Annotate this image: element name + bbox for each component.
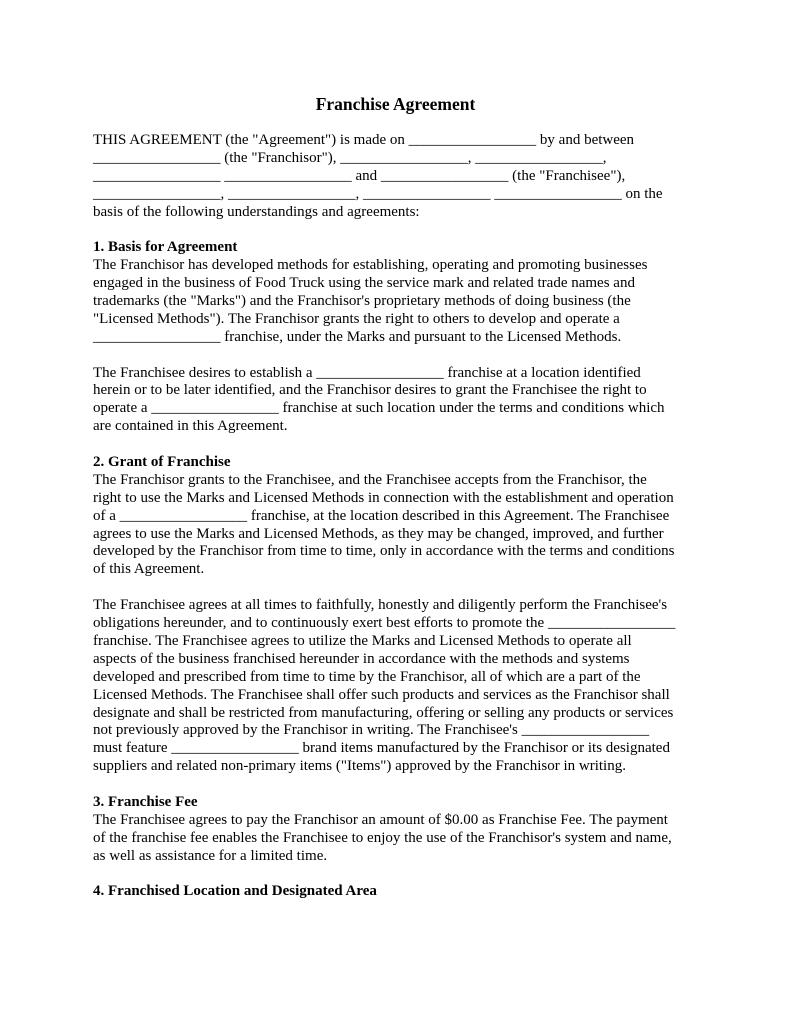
paragraph-line: of this Agreement. [93,561,205,578]
spacer [93,347,713,365]
spacer [93,866,713,884]
document-body [93,132,713,901]
paragraph-line: developed and prescribed from time to time by the Franchisor, all of which are a part of the [93,668,641,685]
section-franchise-fee [93,794,713,866]
intro-paragraph [93,132,713,221]
paragraph-line: aspects of the business franchised hereunder in accordance with the methods and systems [93,650,630,667]
paragraph-line: trademarks (the "Marks") and the Franchisor's proprietary methods of doing business (the [93,293,631,310]
intro-line: _________________, _________________, _________________ _________________ on the [93,185,663,202]
spacer [93,221,713,239]
paragraph-line: of a _________________ franchise, at the location described in this Agreement. The Franchisee [93,507,670,524]
paragraph-line: of the franchise fee enables the Franchisee to enjoy the use of the Franchisor's system and name, [93,829,672,846]
paragraph-line: franchise. The Franchisee agrees to utilize the Marks and Licensed Methods to operate all [93,632,632,649]
paragraph-line: herein or to be later identified, and the Franchisor desires to grant the Franchisee the right to [93,382,647,399]
paragraph-line: "Licensed Methods"). The Franchisor grants the right to others to develop and operate a [93,310,620,327]
paragraph-line: not previously approved by the Franchisor in writing. The Franchisee's _________________ [93,722,650,739]
intro-line: _________________ (the "Franchisor"), _________________, _________________, [93,149,607,166]
paragraph-line: are contained in this Agreement. [93,418,288,435]
section-heading: 2. Grant of Franchise [93,454,231,471]
paragraph-line: developed by the Franchisor from time to time, only in accordance with the terms and conditions [93,543,675,560]
document-title: Franchise Agreement [315,94,476,114]
intro-line: THIS AGREEMENT (the "Agreement") is made on _________________ by and between [93,132,635,148]
section-grant-of-franchise [93,454,713,776]
section-basis-for-agreement [93,239,713,436]
paragraph-line: right to use the Marks and Licensed Methods in connection with the establishment and operation [93,489,674,506]
paragraph-line: _________________ franchise, under the Marks and pursuant to the Licensed Methods. [93,328,622,345]
paragraph-line: The Franchisee desires to establish a _________________ franchise at a location identified [93,364,641,381]
paragraph-line: designate and shall be restricted from manufacturing, offering or selling any products or services [93,704,674,721]
paragraph-line: suppliers and related non-primary items ("Items") approved by the Franchisor in writing. [93,758,626,775]
intro-line: basis of the following understandings and agreements: [93,203,420,220]
paragraph-line: must feature _________________ brand items manufactured by the Franchisor or its designated [93,740,670,757]
section-heading: 4. Franchised Location and Designated Area [93,883,377,900]
paragraph-line: engaged in the business of Food Truck using the service mark and related trade names and [93,275,635,292]
paragraph-line: as well as assistance for a limited time. [93,847,328,864]
section-franchised-location [93,883,713,901]
spacer [93,579,713,597]
paragraph-line: The Franchisee agrees to pay the Franchisor an amount of $0.00 as Franchise Fee. The payment [93,811,668,828]
intro-line: _________________ _________________ and _________________ (the "Franchisee"), [93,167,626,184]
section-heading: 1. Basis for Agreement [93,239,238,256]
section-heading: 3. Franchise Fee [93,793,198,810]
paragraph-line: The Franchisee agrees at all times to faithfully, honestly and diligently perform the Franchisee's [93,597,668,614]
spacer [93,436,713,454]
paragraph-line: Licensed Methods. The Franchisee shall offer such products and services as the Franchisor shall [93,686,670,703]
spacer [93,776,713,794]
paragraph-line: The Franchisor has developed methods for establishing, operating and promoting businesses [93,257,648,274]
paragraph-line: obligations hereunder, and to continuously exert best efforts to promote the _________________ [93,615,676,632]
paragraph-line: The Franchisor grants to the Franchisee, and the Franchisee accepts from the Franchisor, the [93,471,647,488]
paragraph-line: agrees to use the Marks and Licensed Methods, as they may be changed, improved, and further [93,525,664,542]
paragraph-line: operate a _________________ franchise at such location under the terms and conditions which [93,400,665,417]
